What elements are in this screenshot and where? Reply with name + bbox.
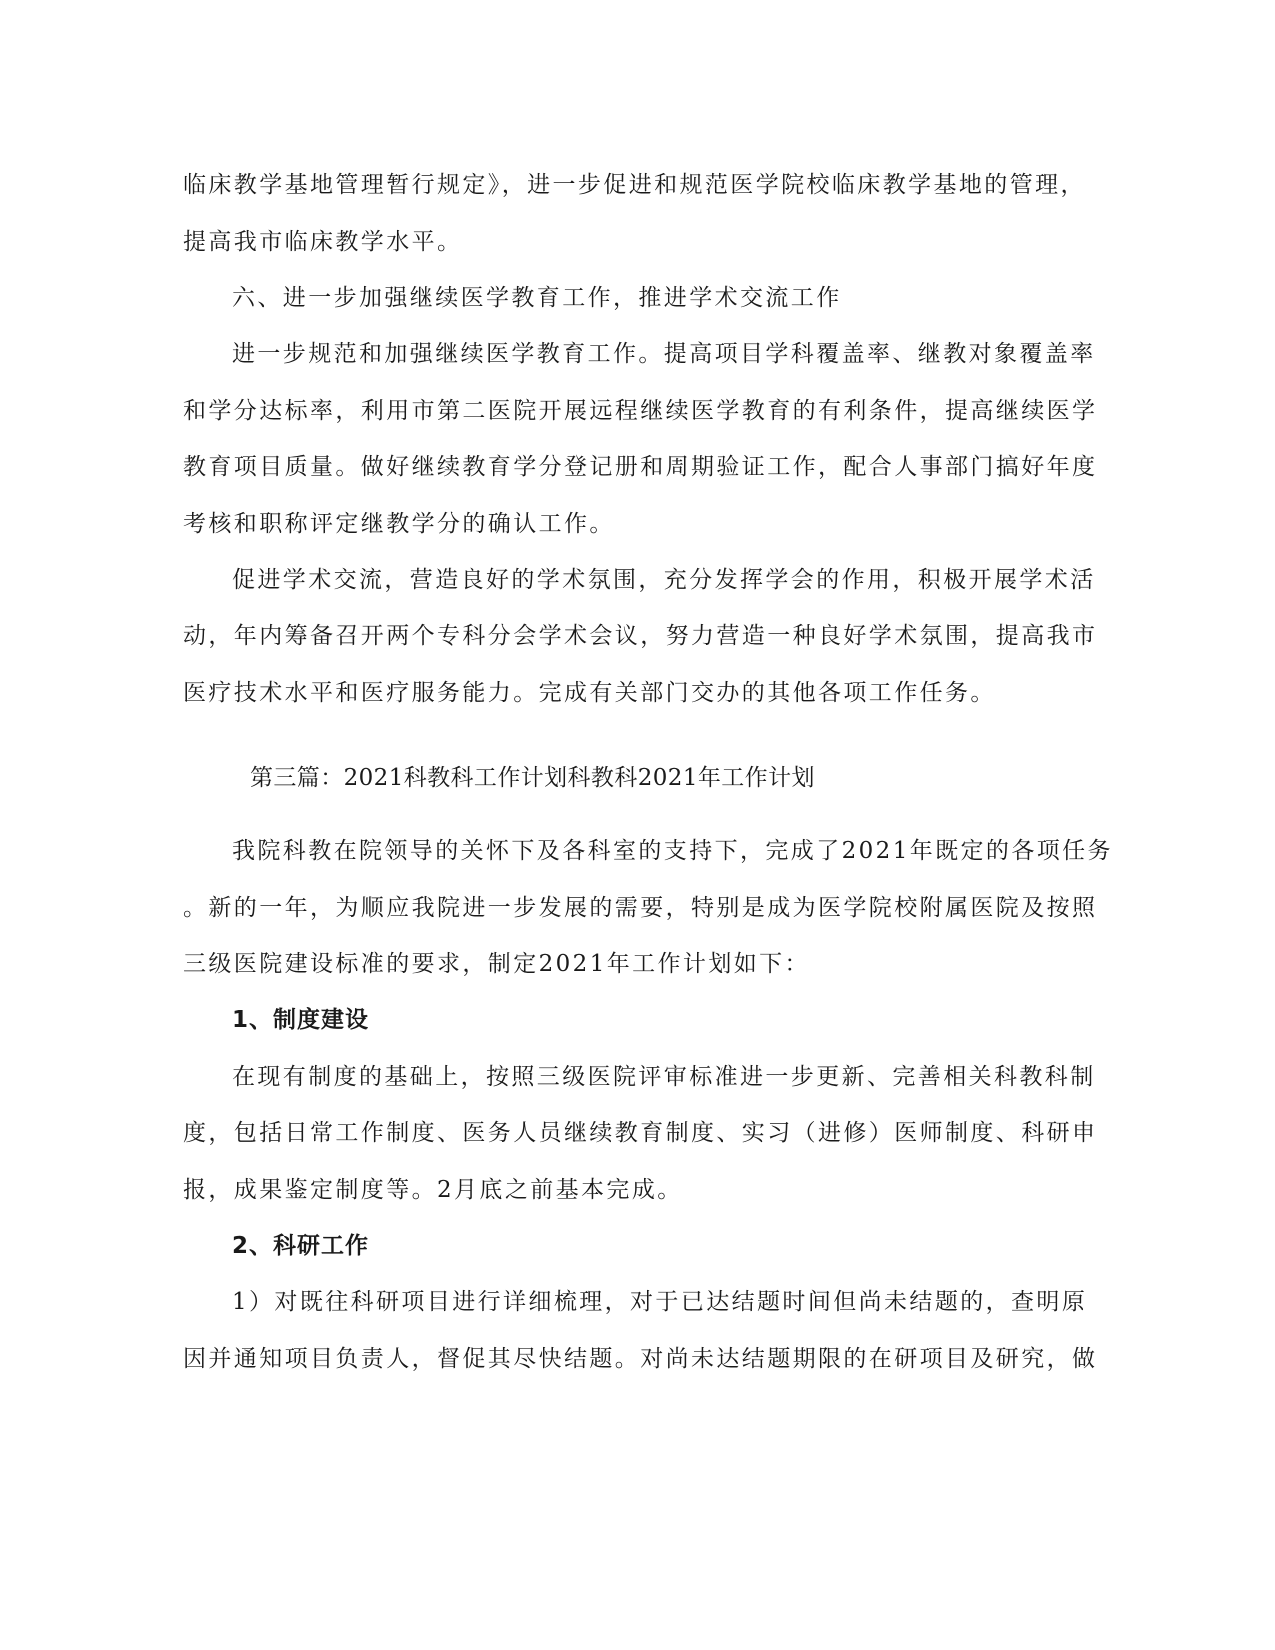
paragraph-line: 促进学术交流，营造良好的学术氛围，充分发挥学会的作用，积极开展学术活 — [232, 567, 1096, 593]
paragraph-line: 报，成果鉴定制度等。2月底之前基本完成。 — [183, 1177, 683, 1203]
paragraph-line: 。新的一年，为顺应我院进一步发展的需要，特别是成为医学院校附属医院及按照 — [183, 895, 1098, 921]
paragraph-line: 教育项目质量。做好继续教育学分登记册和周期验证工作，配合人事部门搞好年度 — [183, 454, 1098, 480]
paragraph-line: 提高我市临床教学水平。 — [183, 229, 463, 255]
section-heading: 六、进一步加强继续医学教育工作，推进学术交流工作 — [232, 285, 842, 311]
paragraph-line: 1）对既往科研项目进行详细梳理，对于已达结题时间但尚未结题的，查明原 — [232, 1289, 1088, 1315]
article-title: 第三篇：2021科教科工作计划科教科2021年工作计划 — [250, 765, 815, 791]
paragraph-line: 在现有制度的基础上，按照三级医院评审标准进一步更新、完善相关科教科制 — [232, 1064, 1096, 1090]
paragraph-line: 和学分达标率，利用市第二医院开展远程继续医学教育的有利条件，提高继续医学 — [183, 398, 1098, 424]
paragraph-line: 考核和职称评定继教学分的确认工作。 — [183, 511, 615, 537]
paragraph-line: 度，包括日常工作制度、医务人员继续教育制度、实习（进修）医师制度、科研申 — [183, 1120, 1098, 1146]
paragraph-line: 临床教学基地管理暂行规定》，进一步促进和规范医学院校临床教学基地的管理， — [183, 172, 1086, 198]
paragraph-line: 我院科教在院领导的关怀下及各科室的支持下，完成了2021年既定的各项任务 — [232, 838, 1113, 864]
paragraph-line: 动，年内筹备召开两个专科分会学术会议，努力营造一种良好学术氛围，提高我市 — [183, 623, 1098, 649]
paragraph-line: 因并通知项目负责人，督促其尽快结题。对尚未达结题期限的在研项目及研究，做 — [183, 1346, 1098, 1372]
paragraph-line: 医疗技术水平和医疗服务能力。完成有关部门交办的其他各项工作任务。 — [183, 680, 996, 706]
subsection-heading: 2、科研工作 — [232, 1233, 370, 1259]
paragraph-line: 三级医院建设标准的要求，制定2021年工作计划如下： — [183, 951, 810, 977]
paragraph-line: 进一步规范和加强继续医学教育工作。提高项目学科覆盖率、继教对象覆盖率 — [232, 341, 1096, 367]
subsection-heading: 1、制度建设 — [232, 1007, 370, 1033]
